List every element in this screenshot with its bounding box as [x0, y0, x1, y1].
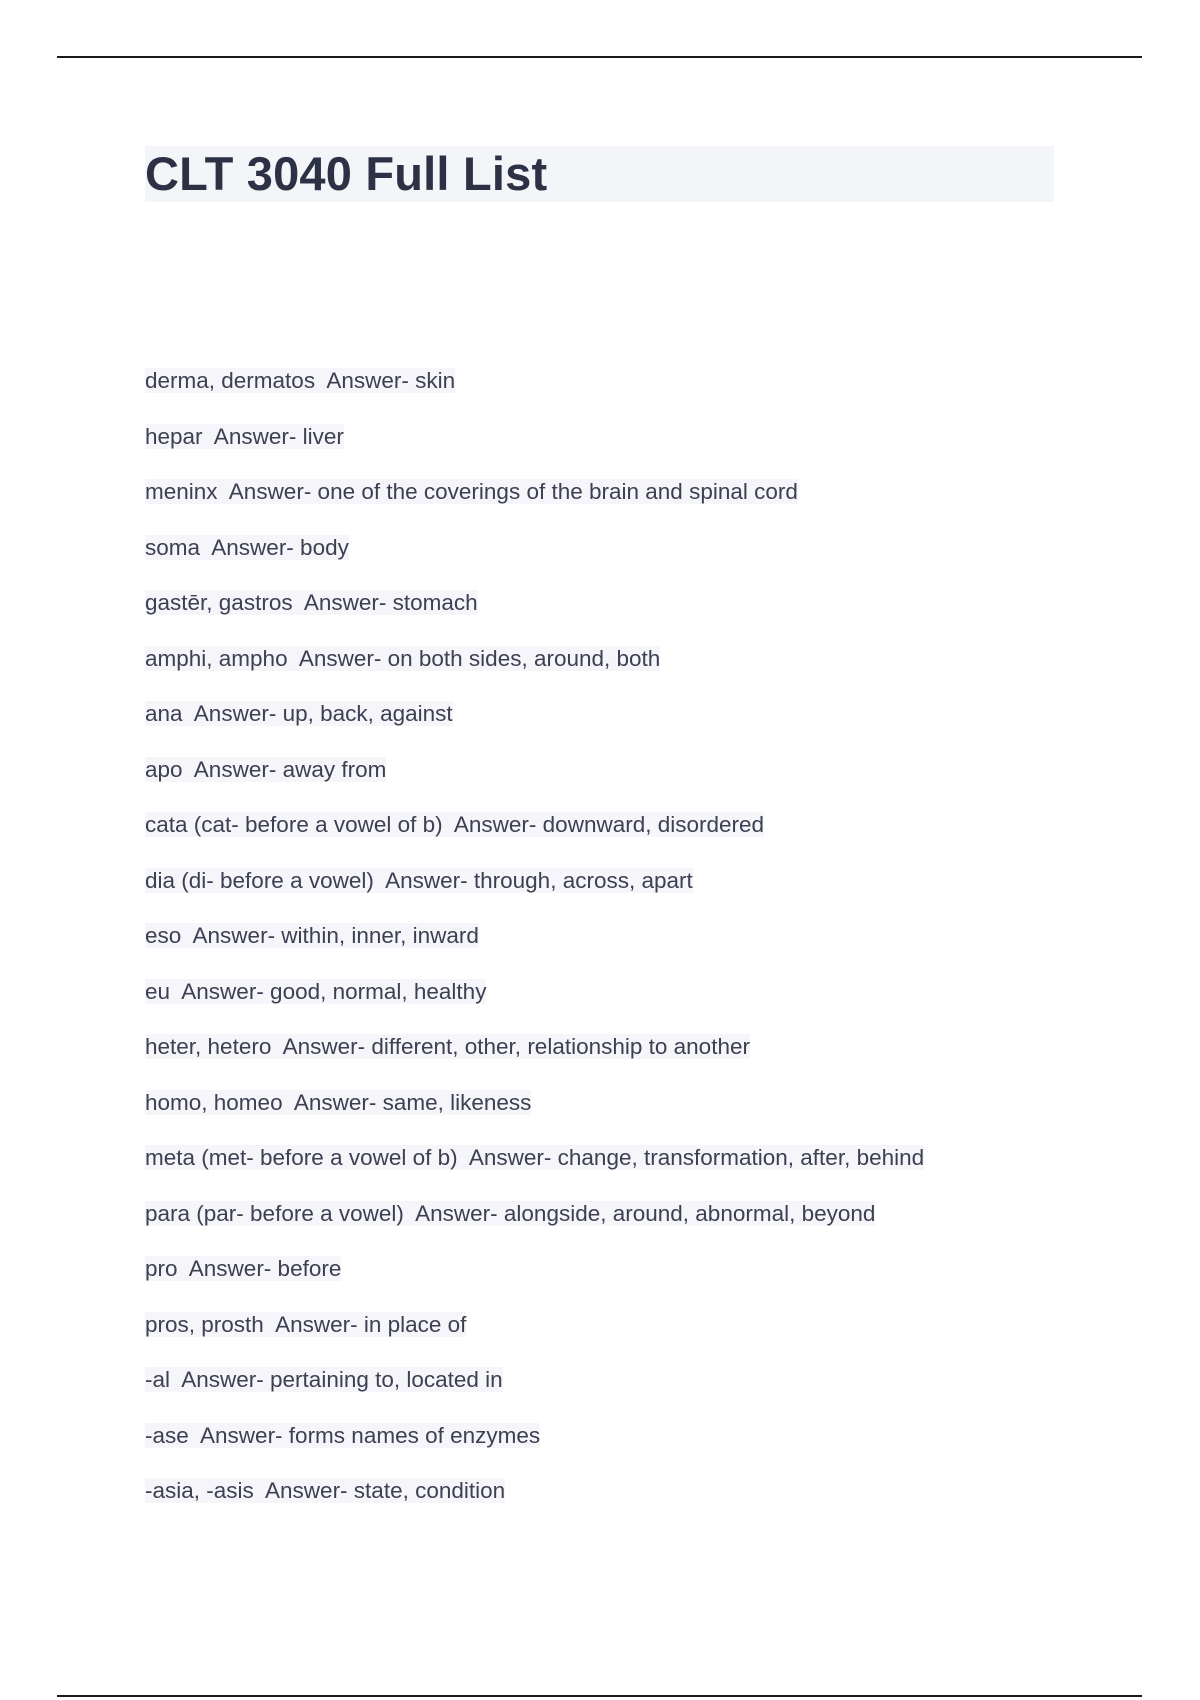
list-item	[145, 1365, 924, 1395]
entry-text: dia (di- before a vowel) Answer- through, across, apart	[145, 867, 693, 893]
entry-text: -asia, -asis Answer- state, condition	[145, 1478, 506, 1503]
entry-text: derma, dermatos Answer- skin	[145, 368, 456, 393]
list-item	[145, 755, 924, 785]
list-item	[145, 921, 924, 951]
list-item	[145, 810, 924, 840]
entry-text: -al Answer- pertaining to, located in	[145, 1367, 503, 1392]
entry-text: meninx Answer- one of the coverings of the brain and spinal cord	[145, 479, 798, 504]
list-item	[145, 366, 924, 396]
entry-text: hepar Answer- liver	[145, 423, 344, 449]
entry-text: homo, homeo Answer- same, likeness	[145, 1089, 532, 1115]
entry-text: para (par- before a vowel) Answer- alongside, around, abnormal, beyond	[145, 1200, 876, 1226]
list-item	[145, 866, 924, 896]
list-item	[145, 1476, 924, 1506]
entry-text: amphi, ampho Answer- on both sides, around, both	[145, 645, 661, 671]
list-item	[145, 533, 924, 563]
list-item	[145, 1254, 924, 1284]
list-item	[145, 1421, 924, 1451]
list-item	[145, 644, 924, 674]
entry-text: pro Answer- before	[145, 1256, 342, 1281]
entry-text: pros, prosth Answer- in place of	[145, 1311, 467, 1337]
entry-text: cata (cat- before a vowel of b) Answer- downward, disordered	[145, 812, 765, 837]
list-item	[145, 1088, 924, 1118]
list-item	[145, 977, 924, 1007]
list-item	[145, 588, 924, 618]
list-item	[145, 1143, 924, 1173]
entry-text: heter, hetero Answer- different, other, relationship to another	[145, 1034, 750, 1059]
bottom-rule	[57, 1695, 1142, 1697]
list-item	[145, 699, 924, 729]
entry-text: apo Answer- away from	[145, 756, 387, 782]
list-item	[145, 1310, 924, 1340]
entry-text: meta (met- before a vowel of b) Answer- change, transformation, after, behind	[145, 1145, 925, 1170]
top-rule	[57, 56, 1142, 58]
list-item	[145, 477, 924, 507]
entry-text: soma Answer- body	[145, 534, 349, 560]
term-list	[145, 366, 924, 1532]
list-item	[145, 1032, 924, 1062]
entry-text: gastēr, gastros Answer- stomach	[145, 590, 478, 615]
entry-text: -ase Answer- forms names of enzymes	[145, 1422, 541, 1448]
entry-text: eu Answer- good, normal, healthy	[145, 978, 487, 1004]
document-title: CLT 3040 Full List	[145, 147, 548, 200]
entry-text: ana Answer- up, back, against	[145, 701, 453, 726]
entry-text: eso Answer- within, inner, inward	[145, 923, 479, 948]
list-item	[145, 1199, 924, 1229]
list-item	[145, 422, 924, 452]
